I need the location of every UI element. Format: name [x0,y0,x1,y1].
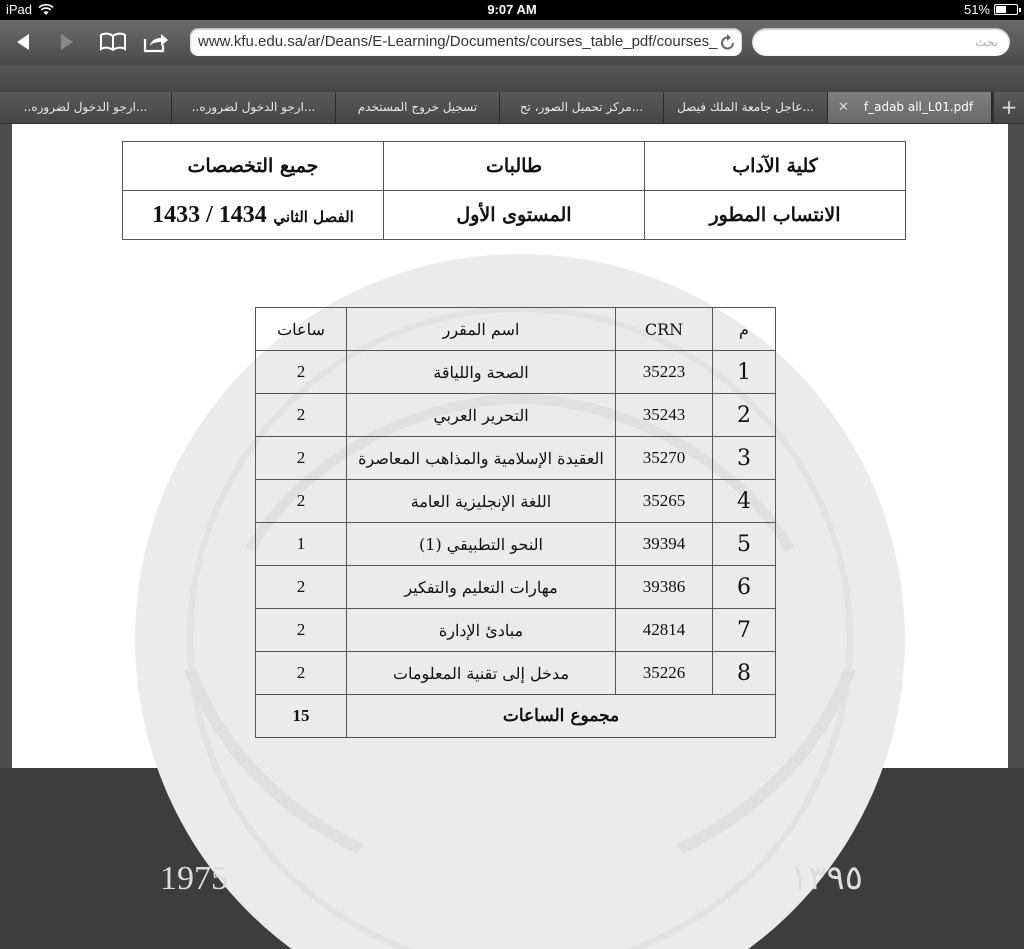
header-enrollment-type: الانتساب المطور [645,191,906,240]
table-row [256,566,776,609]
row-course-name: النحو التطبيقي (1) [347,523,616,566]
tab-label: مركز تحميل الصور، تح... [519,100,644,114]
table-row [256,609,776,652]
column-header-hours: ساعات [256,308,347,351]
row-crn: 39386 [616,566,713,609]
share-button[interactable] [141,28,171,56]
pdf-viewer[interactable] [0,124,1024,898]
row-number: 5 [713,523,776,566]
row-course-name: مدخل إلى تقنية المعلومات [347,652,616,695]
bookmarks-button[interactable] [98,28,128,56]
forward-arrow-icon [58,32,76,52]
row-number: 8 [713,652,776,695]
share-arrow-icon [143,31,169,53]
document-header-table [122,141,906,240]
tab-6[interactable] [0,92,172,123]
row-hours: 2 [256,566,347,609]
row-number: 6 [713,566,776,609]
tab-bar [0,92,1024,124]
battery-icon [994,4,1018,15]
row-course-name: العقيدة الإسلامية والمذاهب المعاصرة [347,437,616,480]
total-hours: 15 [256,695,347,738]
row-number: 3 [713,437,776,480]
tab-label: ..ارجو الدخول لضروره... [23,100,148,114]
row-number: 2 [713,394,776,437]
table-row [256,652,776,695]
pdf-page [12,124,1008,898]
header-students: طالبات [384,142,645,191]
tab-3[interactable] [500,92,664,123]
row-number: 7 [713,609,776,652]
watermark-year-left: 1975 [160,860,228,897]
row-crn: 35226 [616,652,713,695]
status-bar [0,0,1024,20]
header-college: كلية الآداب [645,142,906,191]
watermark-year-right: ١٣٩٥ [790,858,864,898]
table-row [256,523,776,566]
url-text: www.kfu.edu.sa/ar/Deans/E-Learning/Documents/courses_table_pdf/courses_ [198,33,718,50]
header-level: المستوى الأول [384,191,645,240]
row-crn: 35265 [616,480,713,523]
header-semester-cell [123,191,384,240]
row-course-name: اللغة الإنجليزية العامة [347,480,616,523]
column-header-course-name: اسم المقرر [347,308,616,351]
bookmarks-bar [0,65,1024,92]
total-label: مجموع الساعات [347,695,776,738]
row-hours: 2 [256,394,347,437]
row-hours: 2 [256,437,347,480]
row-crn: 42814 [616,609,713,652]
battery-percent: 51% [963,2,990,17]
header-specialties: جميع التخصصات [123,142,384,191]
tab-label: تسجيل خروج المستخدم [357,100,478,114]
browser-toolbar [0,20,1024,65]
row-course-name: مبادئ الإدارة [347,609,616,652]
search-placeholder: بحث [975,35,998,49]
row-course-name: مهارات التعليم والتفكير [347,566,616,609]
tab-4[interactable] [336,92,500,123]
table-row [256,437,776,480]
close-tab-icon[interactable]: ✕ [838,100,849,115]
row-hours: 2 [256,351,347,394]
row-number: 1 [713,351,776,394]
tab-label: عاجل جامعة الملك فيصل... [677,100,814,114]
row-crn: 39394 [616,523,713,566]
header-semester: الفصل الثاني [273,207,354,226]
tab-label: ..ارجو الدخول لضروره... [191,100,316,114]
search-field[interactable] [752,28,1010,56]
url-field[interactable] [190,28,742,56]
tab-5[interactable] [172,92,336,123]
column-header-crn: CRN [616,308,713,351]
tab-label: f_adab all_L01.pdf [863,100,974,114]
tab-2[interactable] [664,92,828,123]
table-row [256,480,776,523]
reload-icon[interactable] [720,33,736,51]
row-crn: 35223 [616,351,713,394]
column-header-number: م [713,308,776,351]
device-label: iPad [6,2,33,17]
row-number: 4 [713,480,776,523]
table-row [256,351,776,394]
tab-active-pdf[interactable] [828,92,992,123]
row-course-name: التحرير العربي [347,394,616,437]
bookmarks-book-icon [99,32,127,52]
table-row [256,394,776,437]
header-year: 1433 / 1434 [152,201,267,228]
new-tab-button[interactable]: + [994,92,1024,123]
courses-table [255,307,776,738]
row-course-name: الصحة واللياقة [347,351,616,394]
row-crn: 35270 [616,437,713,480]
back-arrow-icon [14,32,32,52]
row-hours: 2 [256,609,347,652]
back-button[interactable] [8,28,38,56]
row-crn: 35243 [616,394,713,437]
row-hours: 2 [256,480,347,523]
status-time: 9:07 AM [487,2,537,17]
forward-button[interactable] [52,28,82,56]
row-hours: 2 [256,652,347,695]
total-row [256,695,776,738]
row-hours: 1 [256,523,347,566]
